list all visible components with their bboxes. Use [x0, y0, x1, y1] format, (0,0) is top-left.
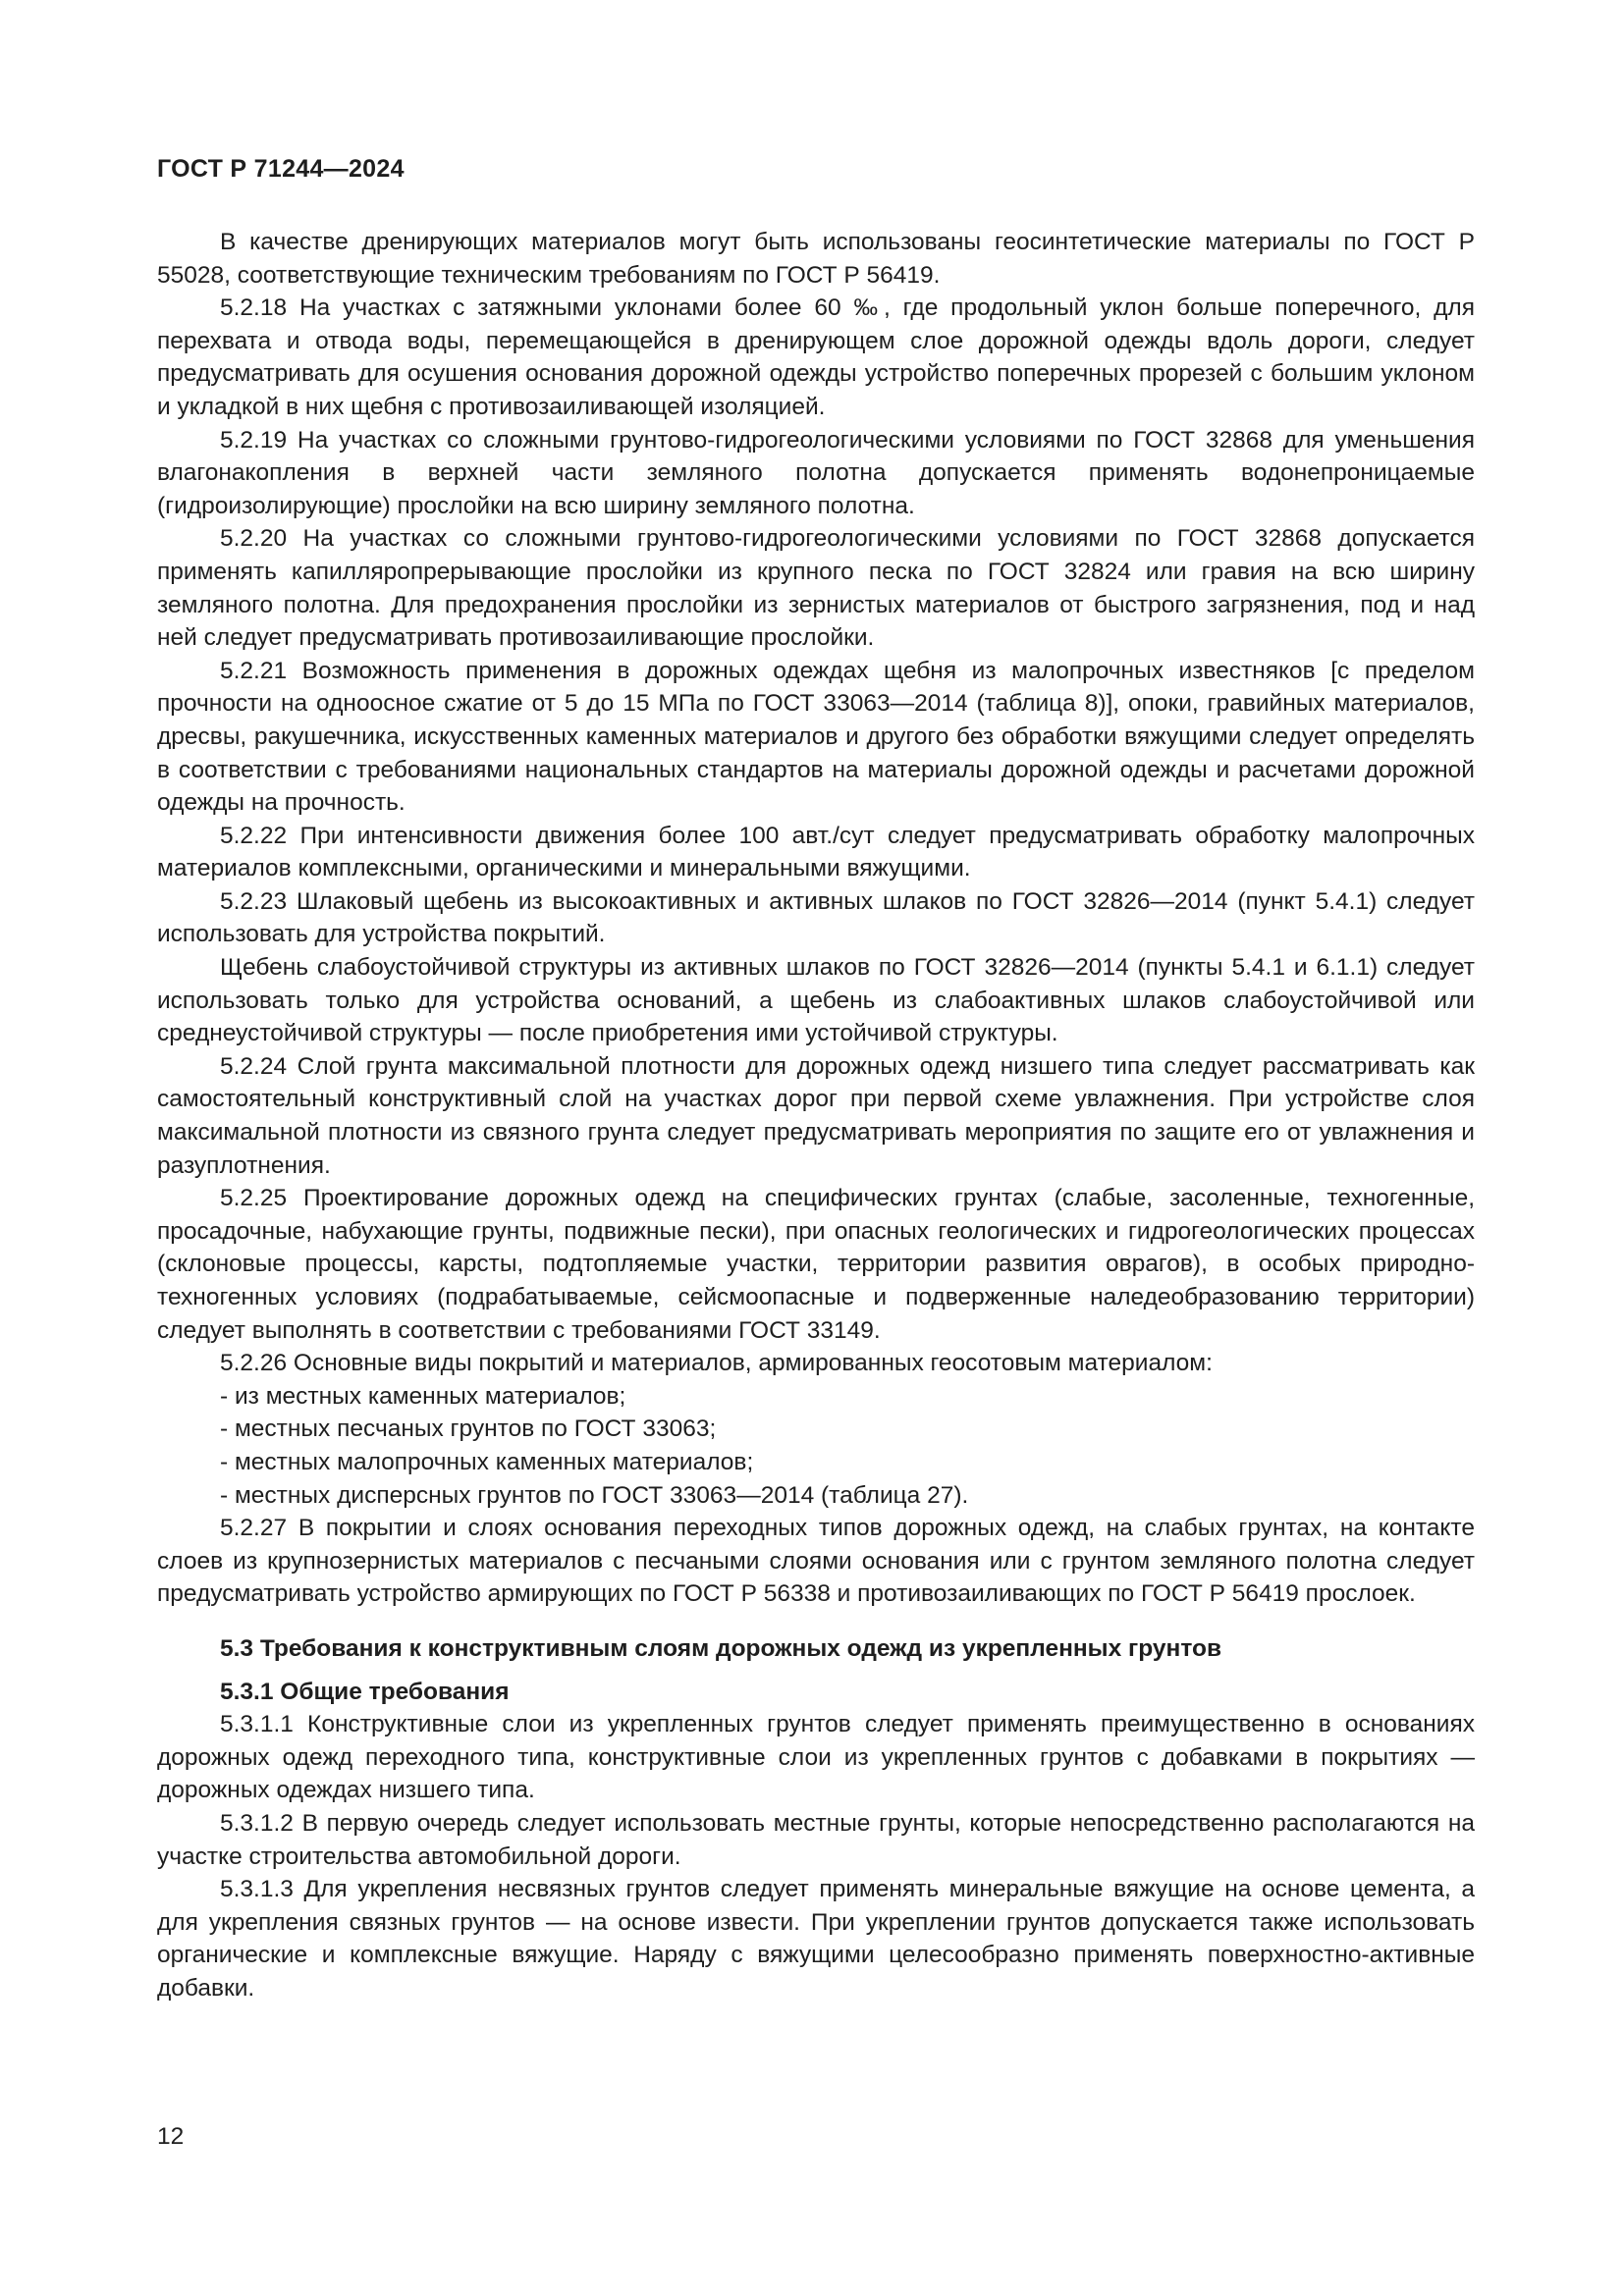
document-body — [157, 226, 1475, 2004]
paragraph-5-2-26: 5.2.26 Основные виды покрытий и материалов, армированных геосотовым материалом: — [220, 1350, 1213, 1377]
paragraph-5-3-1-3: 5.3.1.3 Для укрепления несвязных грунтов следует применять минеральные вяжущие на основе цемента, а для укрепления связных грунтов — на основе извести. При укреплении грунтов допускается также использовать органические и комплексные вяжущие. Наряду с вяжущими целесообразно применять поверхностно-активные добавки. — [157, 1876, 1475, 2002]
list-item: - местных песчаных грунтов по ГОСТ 33063; — [220, 1415, 717, 1443]
paragraph-5-2-18: 5.2.18 На участках с затяжными уклонами более 60 ‰, где продольный уклон больше поперечного, для перехвата и отвода воды, перемещающейся в дренирующем слое дорожной одежды вдоль дороги, следует предусматривать для осушения основания дорожной одежды устройство поперечных прорезей с большим уклоном и укладкой в них щебня с противозаиливающей изоляцией. — [157, 294, 1475, 420]
list-item: - из местных каменных материалов; — [220, 1382, 626, 1410]
list-item: - местных малопрочных каменных материалов; — [220, 1448, 754, 1475]
paragraph-5-3-1-1: 5.3.1.1 Конструктивные слои из укрепленных грунтов следует применять преимущественно в основаниях дорожных одежд переходного типа, конструктивные слои из укрепленных грунтов с добавками в покрытиях — дорожных одеждах низшего типа. — [157, 1711, 1475, 1804]
subsection-title-5-3-1: 5.3.1 Общие требования — [220, 1678, 510, 1705]
list-item: - местных дисперсных грунтов по ГОСТ 33063—2014 (таблица 27). — [220, 1481, 969, 1509]
paragraph-5-2-27: 5.2.27 В покрытии и слоях основания переходных типов дорожных одежд, на слабых грунтах, на контакте слоев из крупнозернистых материалов с песчаными слоями основания или с грунтом земляного полотна следует предусматривать устройство армирующих по ГОСТ Р 56338 и противозаиливающих по ГОСТ Р 56419 прослоек. — [157, 1515, 1475, 1608]
paragraph-5-2-23: 5.2.23 Шлаковый щебень из высокоактивных и активных шлаков по ГОСТ 32826—2014 (пункт 5.4.1) следует использовать для устройства покрытий. — [157, 887, 1475, 948]
paragraph-5-3-1-2: 5.3.1.2 В первую очередь следует использовать местные грунты, которые непосредственно располагаются на участке строительства автомобильной дороги. — [157, 1809, 1475, 1870]
paragraph-5-2-20: 5.2.20 На участках со сложными грунтово-гидрогеологическими условиями по ГОСТ 32868 допускается применять капилляропрерывающие прослойки из крупного песка по ГОСТ 32824 или гравия на всю ширину земляного полотна. Для предохранения прослойки из зернистых материалов от быстрого загрязнения, под и над ней следует предусматривать противозаиливающие прослойки. — [157, 525, 1475, 652]
page-number: 12 — [157, 2123, 185, 2150]
document-header: ГОСТ Р 71244—2024 — [157, 155, 405, 183]
paragraph-5-2-22: 5.2.22 При интенсивности движения более 100 авт./сут следует предусматривать обработку малопрочных материалов комплексными, органическими и минеральными вяжущими. — [157, 822, 1475, 882]
paragraph-5-2-19: 5.2.19 На участках со сложными грунтово-гидрогеологическими условиями по ГОСТ 32868 для уменьшения влагонакопления в верхней части земляного полотна допускается применять водонепроницаемые (гидроизолирующие) прослойки на всю ширину земляного полотна. — [157, 426, 1475, 519]
paragraph-5-2-21: 5.2.21 Возможность применения в дорожных одеждах щебня из малопрочных известняков [с пределом прочности на одноосное сжатие от 5 до 15 МПа по ГОСТ 33063—2014 (таблица 8)], опоки, гравийных материалов, дресвы, ракушечника, искусственных каменных материалов и другого без обработки вяжущими следует определять в соответствии с требованиями национальных стандартов на материалы дорожной одежды и расчетами дорожной одежды на прочность. — [157, 657, 1475, 817]
section-title-5-3: 5.3 Требования к конструктивным слоям дорожных одежд из укрепленных грунтов — [220, 1634, 1222, 1662]
paragraph-5-2-24: 5.2.24 Слой грунта максимальной плотности для дорожных одежд низшего типа следует рассматривать как самостоятельный конструктивный слой на участках дорог при первой схеме увлажнения. При устройстве слоя максимальной плотности из связного грунта следует предусматривать мероприятия по защите его от увлажнения и разуплотнения. — [157, 1052, 1475, 1179]
paragraph-slag-gravel: Щебень слабоустойчивой структуры из активных шлаков по ГОСТ 32826—2014 (пункты 5.4.1 и 6.1.1) следует использовать только для устройства оснований, а щебень из слабоактивных шлаков слабоустойчивой или среднеустойчивой структуры — после приобретения ими устойчивой структуры. — [157, 954, 1475, 1047]
paragraph-5-2-25: 5.2.25 Проектирование дорожных одежд на специфических грунтах (слабые, засоленные, техногенные, просадочные, набухающие грунты, подвижные пески), при опасных геологических и гидрогеологических процессах (склоновые процессы, карсты, подтопляемые участки, территории развития оврагов), в особых природно-техногенных условиях (подрабатываемые, сейсмоопасные и подверженные наледеобразованию территории) следует выполнять в соответствии с требованиями ГОСТ 33149. — [157, 1185, 1475, 1344]
paragraph-drainage-materials: В качестве дренирующих материалов могут быть использованы геосинтетические материалы по ГОСТ Р 55028, соответствующие техническим требованиям по ГОСТ Р 56419. — [157, 229, 1475, 289]
